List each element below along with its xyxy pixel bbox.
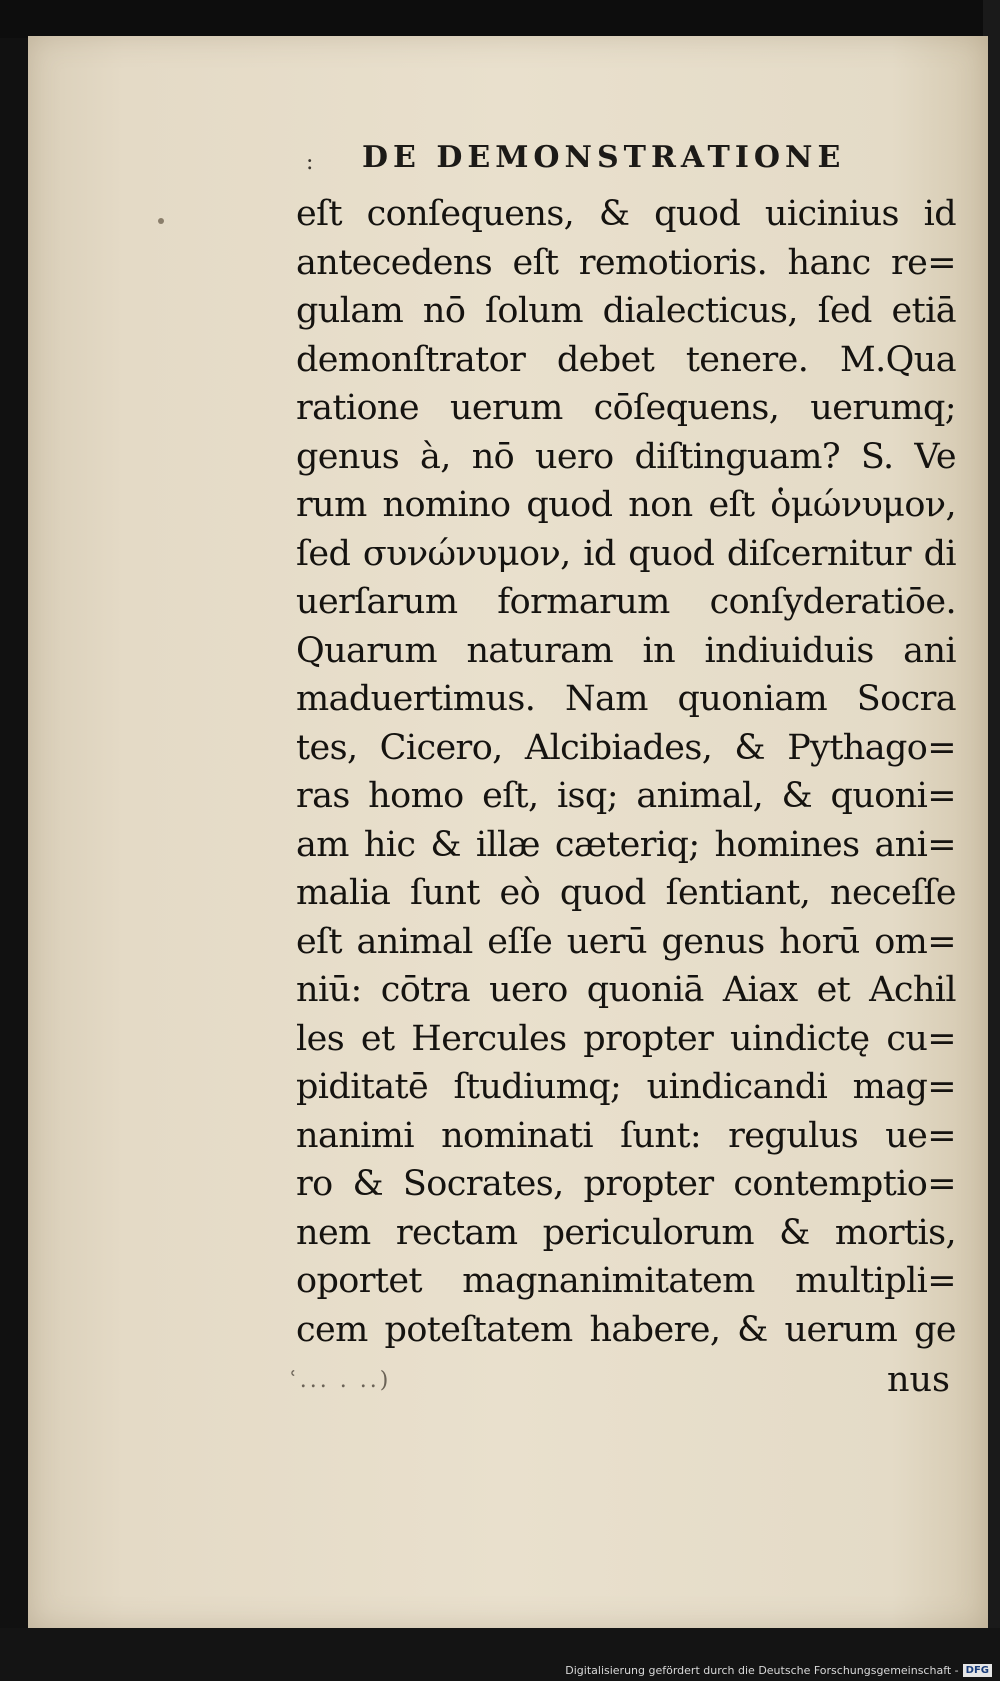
paper-spot (158, 218, 164, 224)
text-line: piditatē ſtudiumq; uindicandi mag= (296, 1067, 956, 1107)
digitization-footer (565, 1664, 992, 1677)
running-head-mark: : (306, 150, 314, 175)
text-line: rum nomino quod non eſt ὁμώνυμον, (296, 485, 956, 525)
scan-top-border (0, 0, 1000, 38)
text-block (296, 190, 956, 1354)
text-line: cem poteſtatem habere, & uerum ge (296, 1309, 956, 1350)
text-line: oportet magnanimitatem multipli= (296, 1261, 956, 1301)
text-line: gulam nō ſolum dialecticus, ſed etiā (296, 291, 956, 331)
text-line: uerſarum formarum conſyderatiōe. (296, 582, 956, 622)
catchword: nus (886, 1360, 950, 1400)
running-head: DE DEMONSTRATIONE (362, 140, 846, 175)
dfg-logo: DFG (963, 1664, 992, 1677)
text-line: malia ſunt eò quod ſentiant, neceſſe (296, 873, 956, 913)
text-line: tes, Cicero, Alcibiades, & Pythago= (296, 727, 956, 768)
text-line: ratione uerum cōſequens, uerumq; (296, 388, 956, 428)
text-line: ro & Socrates, propter contemptio= (296, 1164, 956, 1204)
text-line: eſt animal eſſe uerū genus horū om= (296, 921, 956, 962)
text-line: genus à, nō uero diſtinguam? S. Ve (296, 436, 956, 477)
catchword-row (290, 1360, 956, 1408)
ink-smudge: ʿ... . ..) (290, 1368, 392, 1393)
text-line: nanimi nominati ſunt: regulus ue= (296, 1115, 956, 1156)
text-line: ras homo eſt, isq; animal, & quoni= (296, 776, 956, 816)
text-line: demonſtrator debet tenere. M.Qua (296, 339, 956, 380)
footer-text: Digitalisierung gefördert durch die Deutsche Forschungsgemeinschaft - (565, 1664, 959, 1677)
text-line: Quarum naturam in indiuiduis ani (296, 630, 956, 671)
text-line: maduertimus. Nam quoniam Socra (296, 679, 956, 719)
text-line: antecedens eſt remotioris. hanc re= (296, 242, 956, 283)
text-line: ſed συνώνυμον, id quod diſcernitur di (296, 533, 956, 574)
text-line: niū: cōtra uero quoniā Aiax et Achil (296, 970, 956, 1010)
text-line: am hic & illæ cæteriq; homines ani= (296, 824, 956, 865)
text-line: les et Hercules propter uindictę cu= (296, 1018, 956, 1059)
text-line: nem rectam periculorum & mortis, (296, 1212, 956, 1253)
text-line: eſt conſequens, & quod uicinius id (296, 194, 956, 234)
